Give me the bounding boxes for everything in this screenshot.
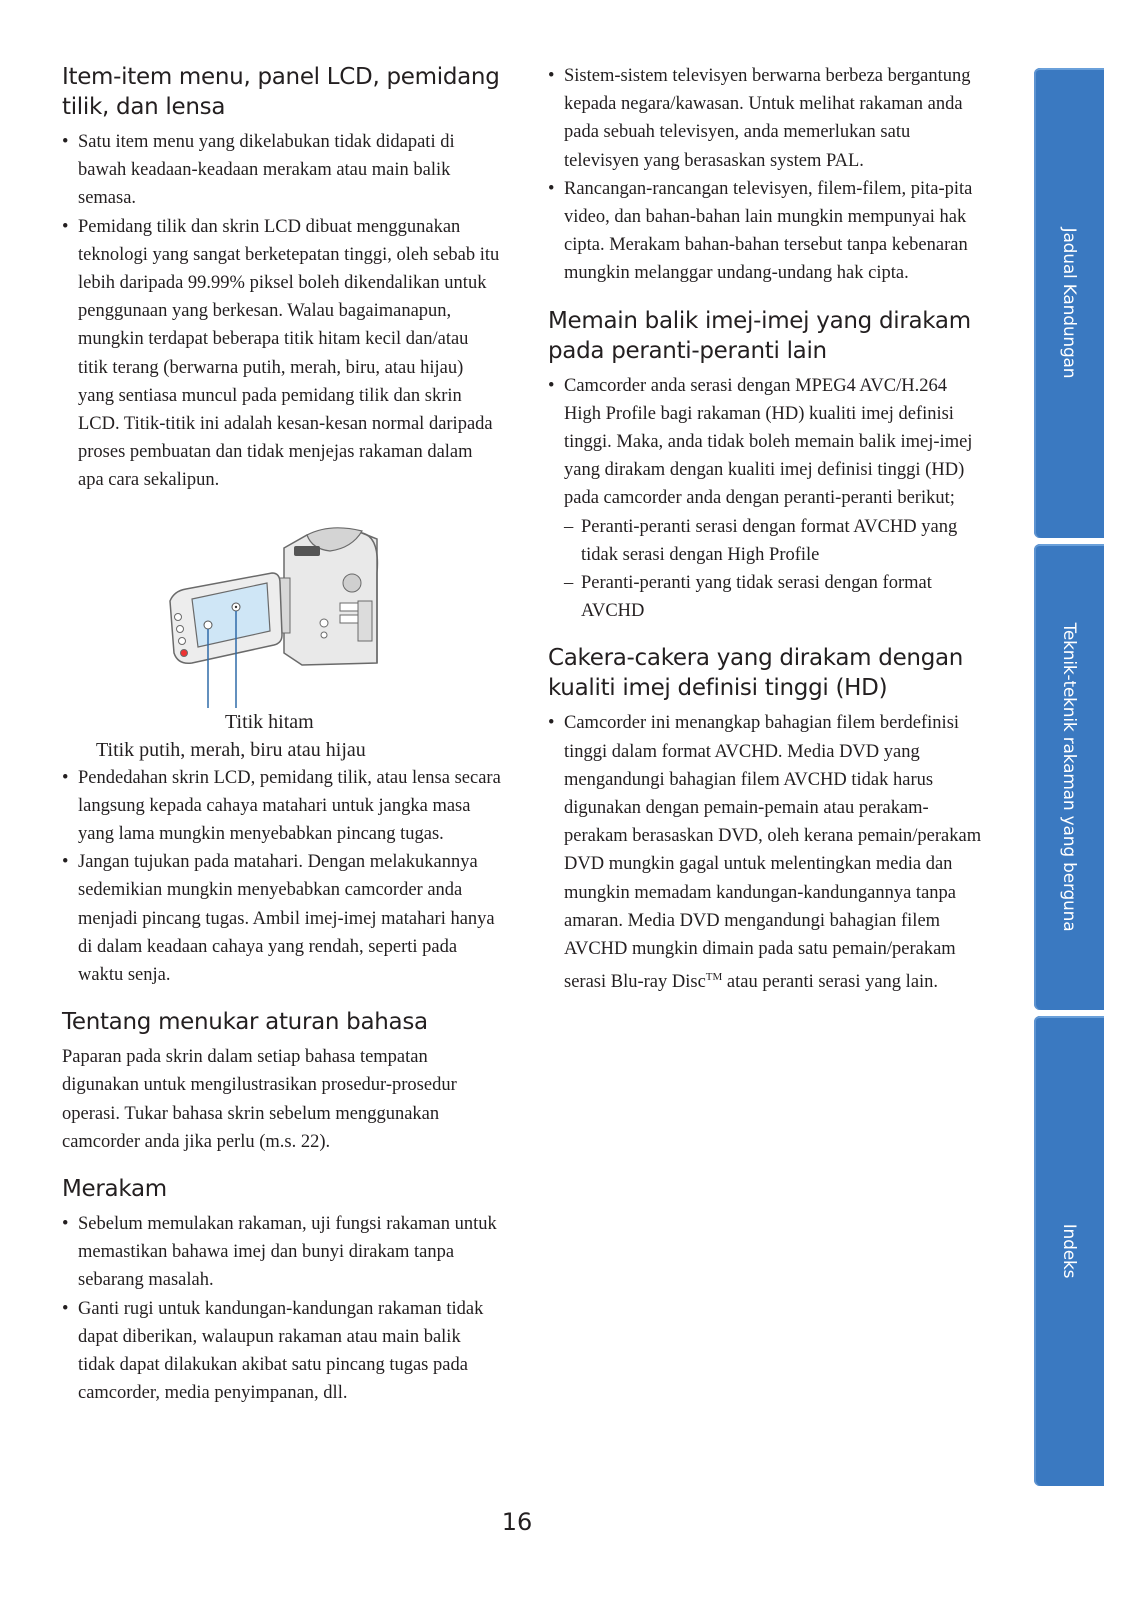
bullet-item: • Sebelum memulakan rakaman, uji fungsi rakaman untuk memastikan bahawa imej dan bunyi dirakam tanpa sebarang masalah.: [62, 1210, 502, 1295]
bullet-item: • Jangan tujukan pada matahari. Dengan melakukannya sedemikian mungkin menyebabkan camcorder anda menjadi pincang tugas. Ambil imej-imej matahari hanya di dalam keadaan cahaya yang rendah, seperti pada waktu senja.: [62, 848, 502, 989]
tab-useful-recording-techniques[interactable]: [1034, 544, 1104, 1010]
bullet-item: • Ganti rugi untuk kandungan-kandungan rakaman tidak dapat diberikan, walaupun rakaman atau main balik tidak dapat dilakukan akibat satu pincang tugas pada camcorder, media penyimpanan, dll.: [62, 1295, 502, 1408]
section-heading: Cakera-cakera yang dirakam dengan kualiti imej definisi tinggi (HD): [548, 645, 964, 702]
camcorder-illustration: [62, 513, 502, 708]
viewfinder-icon: [294, 546, 320, 556]
tab-index[interactable]: [1034, 1016, 1104, 1486]
section-tv-systems: [548, 62, 988, 288]
section-recording: [62, 1174, 502, 1407]
bullet-item: • Pendedahan skrin LCD, pemidang tilik, atau lensa secara langsung kepada cahaya matahari untuk jangka masa yang lama mungkin menyebabkan pincang tugas.: [62, 764, 502, 849]
section-playback-other-devices: [548, 306, 988, 626]
paragraph: Paparan pada skrin dalam setiap bahasa tempatan digunakan untuk mengilustrasikan prosedur-prosedur operasi. Tukar bahasa skrin sebelum menggunakan camcorder anda jika perlu (m.s. 22).: [62, 1047, 457, 1152]
bullet-list: [62, 1210, 502, 1407]
bullet-text-tail: atau peranti serasi yang lain.: [722, 972, 939, 993]
label-colored-dots: Titik putih, merah, biru atau hijau: [96, 738, 366, 761]
bullet-item: [548, 372, 988, 626]
colored-dot-marker: [204, 621, 212, 629]
side-navigation: [1034, 68, 1104, 1492]
bullet-list: [548, 62, 988, 288]
right-column: [548, 62, 988, 1015]
bullet-text: Camcorder anda serasi dengan MPEG4 AVC/H.264 High Profile bagi rakaman (HD) kualiti imej definisi tinggi. Maka, anda tidak boleh memain balik imej-imej yang dirakam dengan kualiti imej definisi tinggi (HD) pada camcorder anda dengan peranti-peranti berikut;: [564, 375, 973, 509]
bullet-item: • Satu item menu yang dikelabukan tidak didapati di bawah keadaan-keadaan merakam atau main balik semasa.: [62, 128, 502, 213]
left-column: [62, 62, 502, 1426]
section-hd-discs: [548, 643, 988, 996]
bullet-list: [548, 709, 988, 996]
trademark-mark: TM: [705, 971, 723, 984]
camcorder-lcd-figure: [62, 513, 502, 708]
section-heading: Item-item menu, panel LCD, pemidang tilik, dan lensa: [62, 64, 500, 120]
dash-item: – Peranti-peranti serasi dengan format AVCHD yang tidak serasi dengan High Profile: [564, 513, 988, 569]
page-number: 16: [501, 1508, 533, 1536]
bullet-text: Camcorder ini menangkap bahagian filem berdefinisi tinggi dalam format AVCHD. Media DVD yang mengandungi bahagian filem AVCHD tidak harus digunakan dengan pemain-pemain atau perakam-perakam berasaskan DVD, oleh kerana pemain/perakam DVD mungkin gagal untuk melentingkan media dan mungkin memadam kandungan-kandungannya tanpa amaran. Media DVD mengandungi bahagian filem AVCHD mungkin dimain pada satu pemain/perakam serasi Blu-ray Disc: [564, 713, 982, 993]
section-sunlight: [62, 764, 502, 990]
bullet-list: [548, 372, 988, 626]
bullet-item: • Rancangan-rancangan televisyen, filem-filem, pita-pita video, dan bahan-bahan lain mungkin mempunyai hak cipta. Merakam bahan-bahan tersebut tanpa kebenaran mungkin melanggar undang-undang hak cipta.: [548, 175, 988, 288]
tab-label: Jadual Kandungan: [1059, 227, 1079, 379]
section-heading: Merakam: [62, 1176, 167, 1203]
section-heading: Memain balik imej-imej yang dirakam pada peranti-peranti lain: [548, 307, 971, 364]
bullet-item: • Sistem-sistem televisyen berwarna berbeza bergantung kepada negara/kawasan. Untuk melihat rakaman anda pada sebuah televisyen, anda memerlukan satu televisyen yang berasaskan system PAL.: [548, 62, 988, 175]
dash-list: [564, 513, 988, 626]
section-heading: Tentang menukar aturan bahasa: [62, 1009, 428, 1036]
bullet-list: [62, 764, 502, 990]
tab-label: Teknik-teknik rakaman yang berguna: [1059, 622, 1079, 932]
bullet-list: [62, 128, 502, 495]
label-black-dots: Titik hitam: [225, 710, 314, 733]
section-language: [62, 1007, 502, 1156]
section-menu-lcd: [62, 62, 502, 495]
bullet-item: • Pemidang tilik dan skrin LCD dibuat menggunakan teknologi yang sangat berketepatan tinggi, oleh sebab itu lebih daripada 99.99% piksel boleh dikendalikan untuk penggunaan yang berkesan. Walau bagaimanapun, mungkin terdapat beberapa titik hitam kecil dan/atau titik terang (berwarna putih, merah, biru, atau hijau) yang sentiasa muncul pada pemidang tilik dan skrin LCD. Titik-titik ini adalah kesan-kesan normal daripada proses pembuatan dan tidak menjejas rakaman dalam apa cara sekalipun.: [62, 213, 502, 495]
bullet-item: [548, 709, 988, 996]
tab-table-of-contents[interactable]: [1034, 68, 1104, 538]
dash-item: – Peranti-peranti yang tidak serasi dengan format AVCHD: [564, 569, 988, 625]
tab-label: Indeks: [1059, 1223, 1079, 1279]
